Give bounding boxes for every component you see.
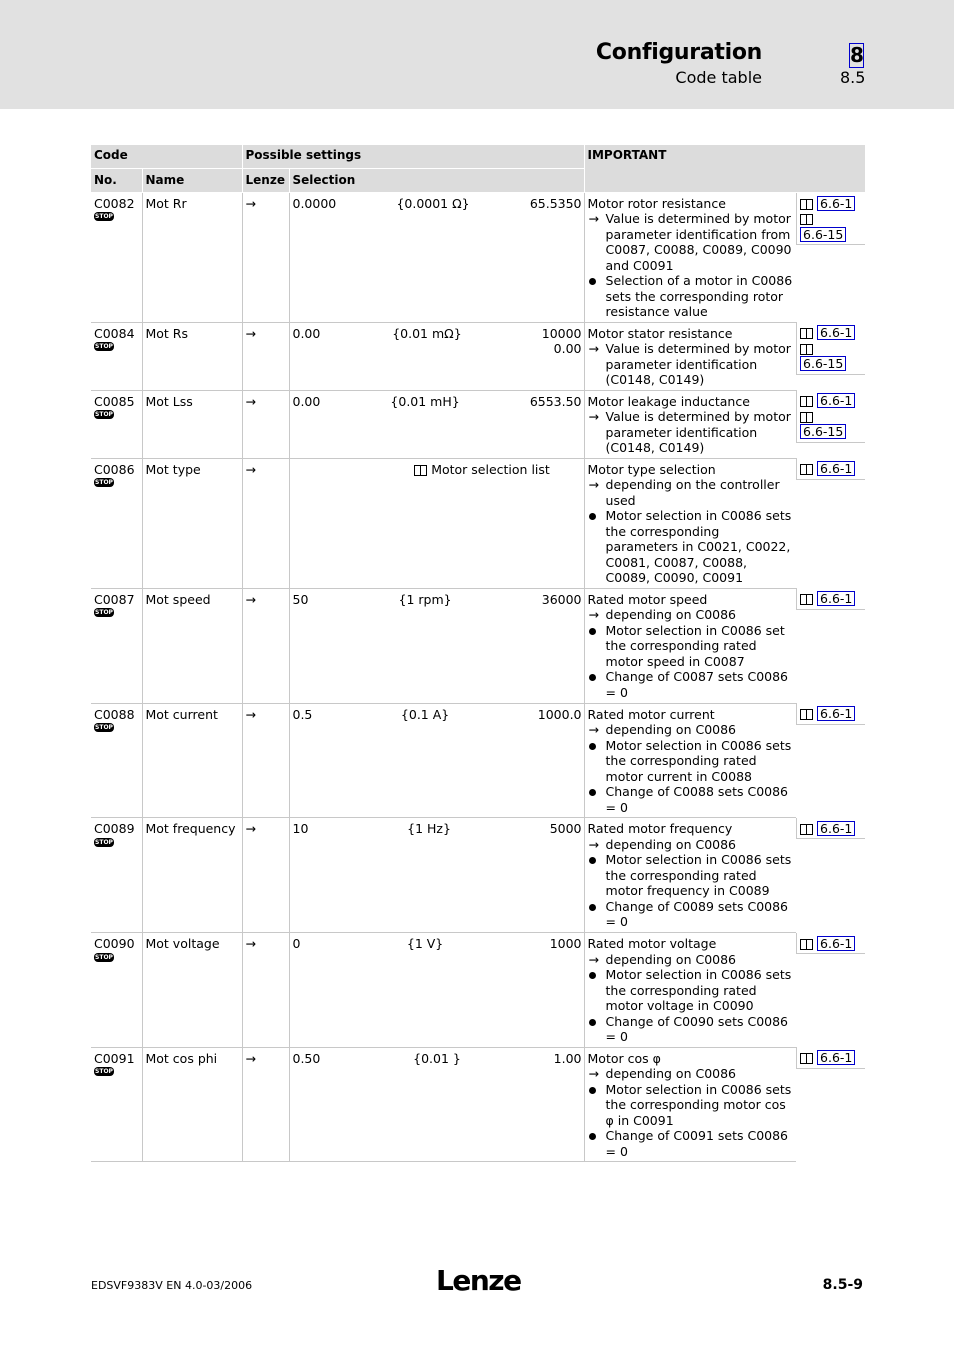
bullet-dot bbox=[589, 628, 596, 635]
notes-list bbox=[588, 477, 795, 586]
important-cell bbox=[584, 818, 796, 933]
lenze-cell bbox=[242, 588, 289, 703]
selection-max: 1000 bbox=[549, 936, 582, 951]
book-spine bbox=[806, 199, 807, 209]
arrow-icon: → bbox=[588, 836, 599, 852]
section-number: 8.5 bbox=[840, 68, 866, 87]
stop-icon: STOP bbox=[95, 838, 113, 846]
group-header-row bbox=[91, 145, 865, 168]
selection-range bbox=[293, 196, 582, 212]
note-text: depending on the controller used bbox=[605, 477, 780, 508]
arrow-icon: → bbox=[245, 325, 256, 341]
table-row bbox=[91, 390, 865, 458]
important-title: Rated motor speed bbox=[587, 591, 708, 607]
notes-list bbox=[588, 607, 795, 700]
selection-range bbox=[293, 592, 582, 608]
selection-min: 0.0000 bbox=[292, 195, 337, 211]
important-cell bbox=[584, 458, 796, 588]
code-cell bbox=[91, 192, 142, 322]
book-spine bbox=[806, 594, 807, 604]
arrow-icon: → bbox=[588, 477, 599, 492]
note-item bbox=[588, 738, 795, 785]
selection-step: {1 V} bbox=[406, 936, 444, 951]
reference-line bbox=[800, 936, 863, 952]
book-icon bbox=[800, 344, 813, 354]
selection-step: {1 Hz} bbox=[407, 821, 451, 836]
note-text: Value is determined by motor parameter identification from C0087, C0088, C0089, C0090 and C0091 bbox=[605, 211, 792, 273]
reference-link[interactable]: 6.6-15 bbox=[800, 356, 846, 371]
note-item bbox=[588, 623, 795, 670]
arrow-icon: → bbox=[245, 1050, 256, 1066]
reference-link[interactable]: 6.6-1 bbox=[817, 196, 855, 211]
selection-max: 6553.50 bbox=[529, 393, 582, 409]
arrow-icon: → bbox=[588, 409, 599, 424]
arrow-icon: → bbox=[245, 591, 256, 607]
book-icon bbox=[800, 1053, 813, 1063]
code-number: C0088 bbox=[94, 706, 135, 722]
selection-min: 0.50 bbox=[292, 1050, 321, 1066]
note-item bbox=[588, 1128, 795, 1159]
book-spine bbox=[806, 396, 807, 406]
book-icon bbox=[800, 709, 813, 719]
note-text: Value is determined by motor parameter identification (C0148, C0149) bbox=[605, 341, 791, 387]
bullet-icon bbox=[589, 899, 603, 915]
note-item bbox=[588, 967, 795, 1014]
note-item bbox=[588, 852, 795, 899]
bullet-icon bbox=[589, 273, 603, 289]
note-item bbox=[588, 273, 795, 320]
code-name: Mot speed bbox=[142, 588, 242, 703]
code-name: Mot cos phi bbox=[142, 1047, 242, 1162]
reference-cell bbox=[796, 818, 865, 840]
arrow-icon: → bbox=[588, 951, 599, 967]
code-number: C0089 bbox=[94, 821, 135, 836]
code-cell bbox=[91, 588, 142, 703]
bullet-icon bbox=[589, 852, 603, 868]
table-row bbox=[91, 458, 865, 588]
code-cell bbox=[91, 458, 142, 588]
note-item bbox=[588, 1082, 795, 1129]
lenze-cell bbox=[242, 458, 289, 588]
lenze-cell bbox=[242, 322, 289, 390]
selection-max: 5000 bbox=[549, 821, 582, 836]
selection-min: 10 bbox=[292, 821, 309, 836]
important-title: Rated motor current bbox=[587, 706, 715, 722]
chapter-number-link[interactable]: 8 bbox=[850, 43, 864, 67]
selection-step: {0.0001 Ω} bbox=[396, 195, 470, 211]
reference-cell bbox=[796, 390, 865, 443]
bullet-icon bbox=[589, 784, 603, 800]
bullet-dot bbox=[589, 674, 596, 681]
header-lenze: Lenze bbox=[242, 168, 289, 192]
selection-min: 0.00 bbox=[292, 393, 321, 409]
important-title: Motor stator resistance bbox=[587, 325, 733, 341]
notes-list bbox=[588, 837, 795, 930]
note-text: depending on C0086 bbox=[605, 722, 737, 737]
book-icon bbox=[800, 214, 813, 224]
note-text: Change of C0090 sets C0086 = 0 bbox=[605, 1013, 789, 1044]
selection-cell bbox=[289, 703, 584, 818]
reference-line bbox=[800, 356, 863, 372]
selection-step: {0.01 mH} bbox=[390, 393, 460, 409]
stop-icon: STOP bbox=[95, 343, 113, 350]
code-name: Mot Lss bbox=[142, 390, 242, 458]
note-item bbox=[588, 1066, 795, 1082]
header-selection: Selection bbox=[289, 168, 584, 192]
table-row bbox=[91, 1047, 865, 1162]
book-spine bbox=[806, 214, 807, 224]
selection-range bbox=[293, 326, 582, 357]
note-text: Motor selection in C0086 sets the corresponding rated motor voltage in C0090 bbox=[605, 967, 792, 1013]
note-text: Value is determined by motor parameter identification (C0148, C0149) bbox=[605, 409, 791, 455]
page-number: 8.5-9 bbox=[822, 1277, 863, 1293]
code-name: Mot type bbox=[142, 458, 242, 588]
note-item bbox=[588, 669, 795, 700]
selection-min: 50 bbox=[292, 591, 309, 607]
code-cell bbox=[91, 390, 142, 458]
important-cell bbox=[584, 933, 796, 1048]
lenze-cell bbox=[242, 390, 289, 458]
selection-range bbox=[293, 707, 582, 723]
arrow-icon: → bbox=[588, 607, 599, 622]
arrow-icon: → bbox=[245, 821, 256, 836]
important-title: Motor leakage inductance bbox=[587, 393, 750, 409]
page-title: Configuration bbox=[595, 40, 762, 65]
lenze-cell bbox=[242, 818, 289, 933]
note-item bbox=[588, 837, 795, 853]
note-text: Motor selection in C0086 set the corresponding rated motor speed in C0087 bbox=[605, 622, 785, 669]
book-icon bbox=[800, 464, 813, 474]
bullet-icon bbox=[589, 669, 603, 685]
note-text: Motor selection in C0086 sets the corresponding motor cos φ in C0091 bbox=[605, 1081, 792, 1128]
code-cell bbox=[91, 322, 142, 390]
book-icon bbox=[800, 328, 813, 338]
table-row bbox=[91, 703, 865, 818]
reference-line bbox=[800, 196, 863, 212]
bullet-dot bbox=[589, 1087, 596, 1094]
note-text: Change of C0088 sets C0086 = 0 bbox=[605, 784, 789, 815]
reference-link[interactable]: 6.6-1 bbox=[817, 461, 855, 476]
arrow-icon: → bbox=[245, 393, 256, 409]
notes-list bbox=[588, 211, 795, 320]
arrow-icon: → bbox=[588, 341, 599, 356]
header-name: Name bbox=[142, 168, 242, 192]
bullet-icon bbox=[589, 967, 603, 983]
lenze-cell bbox=[242, 933, 289, 1048]
table-row bbox=[91, 322, 865, 390]
notes-list bbox=[588, 1066, 795, 1159]
code-name: Mot Rs bbox=[142, 322, 242, 390]
bullet-dot bbox=[589, 857, 596, 864]
notes-list bbox=[588, 722, 795, 815]
selection-step: {1 rpm} bbox=[398, 591, 452, 607]
lenze-cell bbox=[242, 1047, 289, 1162]
reference-cell bbox=[796, 193, 865, 246]
important-cell bbox=[584, 703, 796, 818]
selection-min: 0 bbox=[292, 936, 301, 951]
stop-icon: STOP bbox=[95, 213, 113, 220]
header-possible-settings: Possible settings bbox=[242, 145, 584, 168]
code-number: C0082 bbox=[94, 195, 135, 211]
book-spine bbox=[806, 464, 807, 474]
code-number: C0086 bbox=[94, 461, 135, 477]
page-subtitle: Code table bbox=[675, 68, 762, 87]
book-icon bbox=[800, 939, 813, 949]
selection-cell bbox=[289, 588, 584, 703]
arrow-icon: → bbox=[588, 722, 599, 737]
bullet-icon bbox=[589, 738, 603, 754]
reference-line bbox=[800, 821, 863, 837]
important-cell bbox=[584, 390, 796, 458]
bullet-dot bbox=[589, 278, 596, 285]
note-text: Motor selection in C0086 sets the corresponding rated motor current in C0088 bbox=[605, 737, 792, 784]
book-icon bbox=[800, 396, 813, 406]
table-row bbox=[91, 588, 865, 703]
book-spine bbox=[806, 1053, 807, 1063]
reference-line bbox=[800, 591, 863, 607]
book-spine bbox=[806, 939, 807, 949]
reference-link[interactable]: 6.6-1 bbox=[817, 591, 855, 606]
book-icon bbox=[800, 594, 813, 604]
reference-link[interactable]: 6.6-1 bbox=[817, 393, 855, 408]
bullet-dot bbox=[589, 1133, 596, 1140]
note-item bbox=[588, 409, 795, 456]
table-row bbox=[91, 933, 865, 1048]
selection-range bbox=[293, 936, 582, 952]
arrow-icon: → bbox=[588, 211, 599, 226]
code-number: C0087 bbox=[94, 591, 135, 607]
note-item bbox=[588, 722, 795, 738]
selection-step: {0.01 } bbox=[413, 1050, 461, 1066]
note-text: Change of C0089 sets C0086 = 0 bbox=[605, 898, 789, 929]
notes-list bbox=[588, 341, 795, 388]
important-cell bbox=[584, 1047, 796, 1162]
reference-cell bbox=[796, 933, 865, 955]
selection-step: {0.01 mΩ} bbox=[392, 325, 462, 341]
bullet-dot bbox=[589, 789, 596, 796]
stop-icon: STOP bbox=[95, 953, 113, 961]
lenze-cell bbox=[242, 703, 289, 818]
selection-max: 100000.00 bbox=[541, 325, 582, 356]
selection-cell bbox=[289, 390, 584, 458]
bullet-icon bbox=[589, 1082, 603, 1098]
reference-cell bbox=[796, 1047, 865, 1069]
header-code: Code bbox=[91, 145, 242, 168]
reference-line bbox=[800, 325, 863, 341]
selection-max: 36000 bbox=[541, 591, 582, 607]
book-spine bbox=[806, 344, 807, 354]
note-item bbox=[588, 607, 795, 623]
bullet-dot bbox=[589, 513, 596, 520]
stop-icon: STOP bbox=[95, 479, 113, 486]
bullet-dot bbox=[589, 904, 596, 911]
code-table bbox=[91, 145, 865, 1162]
important-cell bbox=[584, 322, 796, 390]
reference-cell bbox=[796, 322, 865, 375]
note-text: depending on C0086 bbox=[605, 607, 737, 622]
stop-icon: STOP bbox=[95, 609, 113, 616]
code-name: Mot current bbox=[142, 703, 242, 818]
reference-line bbox=[800, 461, 863, 477]
important-title: Rated motor frequency bbox=[587, 821, 733, 836]
book-icon bbox=[800, 824, 813, 834]
selection-max: 1000.0 bbox=[537, 706, 582, 722]
reference-line bbox=[800, 424, 863, 440]
selection-range bbox=[293, 821, 582, 837]
reference-line bbox=[800, 341, 863, 357]
note-item bbox=[588, 952, 795, 968]
selection-max: 1.00 bbox=[553, 1050, 582, 1066]
selection-cell bbox=[289, 192, 584, 322]
selection-cell bbox=[289, 933, 584, 1048]
note-text: Change of C0087 sets C0086 = 0 bbox=[605, 669, 789, 700]
code-number: C0091 bbox=[94, 1050, 135, 1066]
selection-min: 0.5 bbox=[292, 706, 313, 722]
bullet-dot bbox=[589, 743, 596, 750]
selection-max: 65.5350 bbox=[529, 195, 582, 211]
book-icon bbox=[414, 465, 427, 475]
selection-cell bbox=[289, 458, 584, 588]
code-cell bbox=[91, 703, 142, 818]
book-spine bbox=[806, 412, 807, 422]
selection-range bbox=[293, 394, 582, 410]
arrow-icon: → bbox=[245, 461, 256, 477]
note-text: depending on C0086 bbox=[605, 1066, 737, 1081]
selection-cell bbox=[289, 322, 584, 390]
notes-list bbox=[588, 952, 795, 1045]
notes-list bbox=[588, 409, 795, 456]
reference-link[interactable]: 6.6-1 bbox=[817, 1050, 855, 1065]
bullet-dot bbox=[589, 1019, 596, 1026]
note-item bbox=[588, 341, 795, 388]
book-icon bbox=[800, 199, 813, 209]
code-number: C0084 bbox=[94, 325, 135, 341]
code-number: C0085 bbox=[94, 393, 135, 409]
reference-line bbox=[800, 393, 863, 409]
motor-selection-list-ref[interactable] bbox=[293, 462, 582, 478]
bullet-icon bbox=[589, 508, 603, 524]
table-row bbox=[91, 818, 865, 933]
bullet-icon bbox=[589, 1128, 603, 1144]
reference-line bbox=[800, 227, 863, 243]
book-icon bbox=[800, 412, 813, 422]
note-text: Motor selection in C0086 sets the corresponding parameters in C0021, C0022, C0081, C0087, C0088, C0089, C0090, C0091 bbox=[605, 508, 792, 585]
selection-range bbox=[293, 1051, 582, 1067]
code-cell bbox=[91, 1047, 142, 1162]
reference-link[interactable]: 6.6-1 bbox=[817, 821, 855, 836]
reference-link[interactable]: 6.6-1 bbox=[817, 936, 855, 951]
note-item bbox=[588, 211, 795, 273]
selection-step: {0.1 A} bbox=[400, 706, 450, 722]
important-cell bbox=[584, 192, 796, 322]
code-name: Mot frequency bbox=[142, 818, 242, 933]
note-item bbox=[588, 1014, 795, 1045]
selection-cell bbox=[289, 818, 584, 933]
bullet-dot bbox=[589, 972, 596, 979]
stop-icon: STOP bbox=[95, 411, 113, 418]
important-cell bbox=[584, 588, 796, 703]
book-spine bbox=[420, 465, 421, 475]
selection-list-label: Motor selection list bbox=[431, 461, 550, 477]
reference-line bbox=[800, 1050, 863, 1066]
header-important: IMPORTANT bbox=[584, 145, 865, 192]
book-spine bbox=[806, 709, 807, 719]
code-cell bbox=[91, 933, 142, 1048]
header-band bbox=[0, 0, 954, 109]
reference-link[interactable]: 6.6-1 bbox=[817, 325, 855, 340]
selection-cell bbox=[289, 1047, 584, 1162]
arrow-icon: → bbox=[245, 936, 256, 951]
arrow-icon: → bbox=[245, 195, 256, 211]
book-spine bbox=[806, 328, 807, 338]
book-spine bbox=[806, 824, 807, 834]
note-text: Motor selection in C0086 sets the corresponding rated motor frequency in C0089 bbox=[605, 852, 792, 898]
reference-link[interactable]: 6.6-1 bbox=[817, 706, 855, 721]
reference-cell bbox=[796, 703, 865, 725]
reference-cell bbox=[796, 588, 865, 610]
code-number: C0090 bbox=[94, 936, 135, 951]
important-title: Motor cos φ bbox=[587, 1050, 661, 1066]
note-text: Selection of a motor in C0086 sets the corresponding rotor resistance value bbox=[605, 273, 793, 319]
note-text: Change of C0091 sets C0086 = 0 bbox=[605, 1128, 789, 1159]
bullet-icon bbox=[589, 623, 603, 639]
bullet-icon bbox=[589, 1014, 603, 1030]
note-item bbox=[588, 508, 795, 586]
reference-link[interactable]: 6.6-15 bbox=[800, 227, 846, 242]
reference-line bbox=[800, 409, 863, 425]
note-text: depending on C0086 bbox=[605, 836, 737, 852]
reference-line bbox=[800, 706, 863, 722]
stop-icon: STOP bbox=[95, 1068, 113, 1075]
reference-line bbox=[800, 211, 863, 227]
code-name: Mot Rr bbox=[142, 192, 242, 322]
document-id: EDSVF9383V EN 4.0-03/2006 bbox=[91, 1279, 253, 1292]
important-title: Motor rotor resistance bbox=[587, 195, 726, 211]
reference-cell bbox=[796, 458, 865, 480]
note-text: depending on C0086 bbox=[605, 951, 737, 967]
selection-min: 0.00 bbox=[292, 325, 321, 341]
arrow-icon: → bbox=[245, 706, 256, 722]
lenze-logo: Lenze bbox=[436, 1264, 521, 1297]
table-row bbox=[91, 192, 865, 322]
header-no: No. bbox=[91, 168, 142, 192]
note-item bbox=[588, 899, 795, 930]
code-cell bbox=[91, 818, 142, 933]
stop-icon: STOP bbox=[95, 724, 113, 731]
code-name: Mot voltage bbox=[142, 933, 242, 1048]
arrow-icon: → bbox=[588, 1066, 599, 1081]
lenze-cell bbox=[242, 192, 289, 322]
note-item bbox=[588, 784, 795, 815]
reference-link[interactable]: 6.6-15 bbox=[800, 424, 846, 439]
note-item bbox=[588, 477, 795, 508]
important-title: Rated motor voltage bbox=[587, 936, 717, 951]
important-title: Motor type selection bbox=[587, 461, 716, 477]
